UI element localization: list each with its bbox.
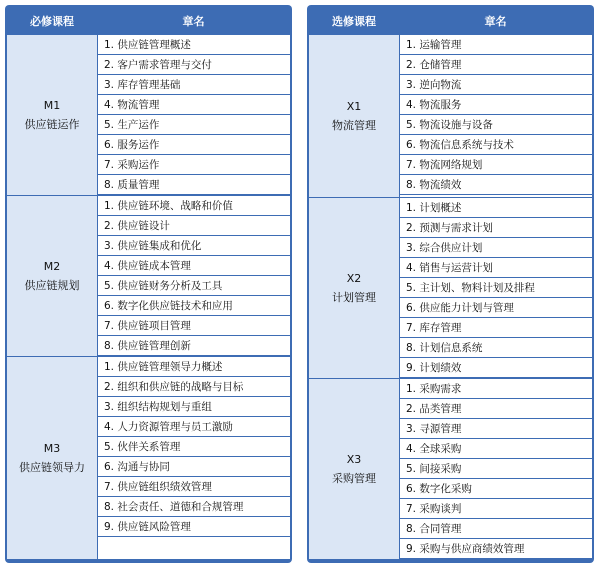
chapter-row: 2. 仓储管理 (400, 55, 592, 75)
course-name-cell (309, 35, 400, 197)
chapter-row: 2. 预测与需求计划 (400, 218, 592, 238)
chapter-row: 8. 合同管理 (400, 519, 592, 539)
chapter-row: 8. 质量管理 (98, 175, 290, 195)
chapter-row: 4. 人力资源管理与员工激励 (98, 417, 290, 437)
table-body (309, 35, 592, 559)
course-code: M1 (43, 99, 61, 112)
chapter-row: 5. 间接采购 (400, 459, 592, 479)
required-courses-table (5, 5, 292, 563)
chapter-row: 9. 采购与供应商绩效管理 (400, 539, 592, 559)
course-column-header: 必修课程 (30, 15, 74, 28)
chapter-list (400, 379, 592, 559)
chapter-row: 5. 物流设施与设备 (400, 115, 592, 135)
chapter-row: 4. 销售与运营计划 (400, 258, 592, 278)
course-group (309, 35, 592, 198)
chapter-row: 5. 供应链财务分析及工具 (98, 276, 290, 296)
chapter-list (400, 198, 592, 378)
chapter-row: 1. 计划概述 (400, 198, 592, 218)
chapter-column-header: 章名 (182, 15, 205, 28)
chapter-row: 7. 采购运作 (98, 155, 290, 175)
course-name: 采购管理 (332, 472, 376, 485)
chapter-list (400, 35, 592, 197)
chapter-row: 6. 数字化供应链技术和应用 (98, 296, 290, 316)
chapter-row: 4. 物流服务 (400, 95, 592, 115)
chapter-column-header: 章名 (484, 15, 507, 28)
chapter-row: 3. 逆向物流 (400, 75, 592, 95)
chapter-row: 3. 综合供应计划 (400, 238, 592, 258)
chapter-row: 2. 品类管理 (400, 399, 592, 419)
elective-courses-table (307, 5, 594, 563)
chapter-row: 4. 供应链成本管理 (98, 256, 290, 276)
chapter-row: 3. 寻源管理 (400, 419, 592, 439)
chapter-row: 1. 供应链管理概述 (98, 35, 290, 55)
course-code: X1 (346, 100, 362, 113)
chapter-row: 3. 库存管理基础 (98, 75, 290, 95)
chapter-row: 7. 供应链组织绩效管理 (98, 477, 290, 497)
chapter-row: 1. 供应链环境、战略和价值 (98, 196, 290, 216)
course-name-cell (309, 198, 400, 378)
chapter-row: 1. 采购需求 (400, 379, 592, 399)
chapter-row: 4. 全球采购 (400, 439, 592, 459)
chapter-row: 3. 供应链集成和优化 (98, 236, 290, 256)
chapter-row: 9. 供应链风险管理 (98, 517, 290, 537)
chapter-row: 1. 运输管理 (400, 35, 592, 55)
course-group (7, 357, 290, 559)
table-header (309, 7, 592, 35)
chapter-row: 7. 供应链项目管理 (98, 316, 290, 336)
chapter-row: 8. 计划信息系统 (400, 338, 592, 358)
course-name-cell (7, 357, 98, 559)
chapter-row: 7. 物流网络规划 (400, 155, 592, 175)
table-header (7, 7, 290, 35)
chapter-row: 8. 供应链管理创新 (98, 336, 290, 356)
chapter-row: 6. 沟通与协同 (98, 457, 290, 477)
course-code: X2 (346, 272, 362, 285)
course-name: 供应链规划 (24, 279, 80, 292)
course-group (309, 379, 592, 559)
course-group (7, 35, 290, 196)
course-group (7, 196, 290, 357)
chapter-list (98, 357, 290, 559)
course-code: M3 (43, 442, 61, 455)
course-group (309, 198, 592, 379)
chapter-row: 2. 客户需求管理与交付 (98, 55, 290, 75)
course-name: 计划管理 (332, 291, 376, 304)
chapter-row: 4. 物流管理 (98, 95, 290, 115)
course-name: 物流管理 (332, 119, 376, 132)
course-name: 供应链运作 (24, 118, 80, 131)
course-name-cell (309, 379, 400, 559)
chapter-row: 7. 采购谈判 (400, 499, 592, 519)
course-name-cell (7, 35, 98, 195)
chapter-row: 6. 物流信息系统与技术 (400, 135, 592, 155)
chapter-row: 2. 供应链设计 (98, 216, 290, 236)
empty-row (400, 195, 592, 197)
chapter-row: 5. 生产运作 (98, 115, 290, 135)
course-column-header: 选修课程 (332, 15, 376, 28)
course-name-cell (7, 196, 98, 356)
chapter-list (98, 196, 290, 356)
chapter-row: 5. 主计划、物料计划及排程 (400, 278, 592, 298)
chapter-row: 8. 物流绩效 (400, 175, 592, 195)
course-code: M2 (43, 260, 61, 273)
chapter-row: 7. 库存管理 (400, 318, 592, 338)
chapter-row: 1. 供应链管理领导力概述 (98, 357, 290, 377)
chapter-list (98, 35, 290, 195)
chapter-row: 5. 伙伴关系管理 (98, 437, 290, 457)
chapter-row: 6. 服务运作 (98, 135, 290, 155)
course-code: X3 (346, 453, 362, 466)
chapter-row: 3. 组织结构规划与重组 (98, 397, 290, 417)
chapter-row: 9. 计划绩效 (400, 358, 592, 378)
course-name: 供应链领导力 (19, 461, 85, 474)
chapter-row: 6. 数字化采购 (400, 479, 592, 499)
table-body (7, 35, 290, 559)
chapter-row: 6. 供应能力计划与管理 (400, 298, 592, 318)
chapter-row: 8. 社会责任、道德和合规管理 (98, 497, 290, 517)
chapter-row: 2. 组织和供应链的战略与目标 (98, 377, 290, 397)
